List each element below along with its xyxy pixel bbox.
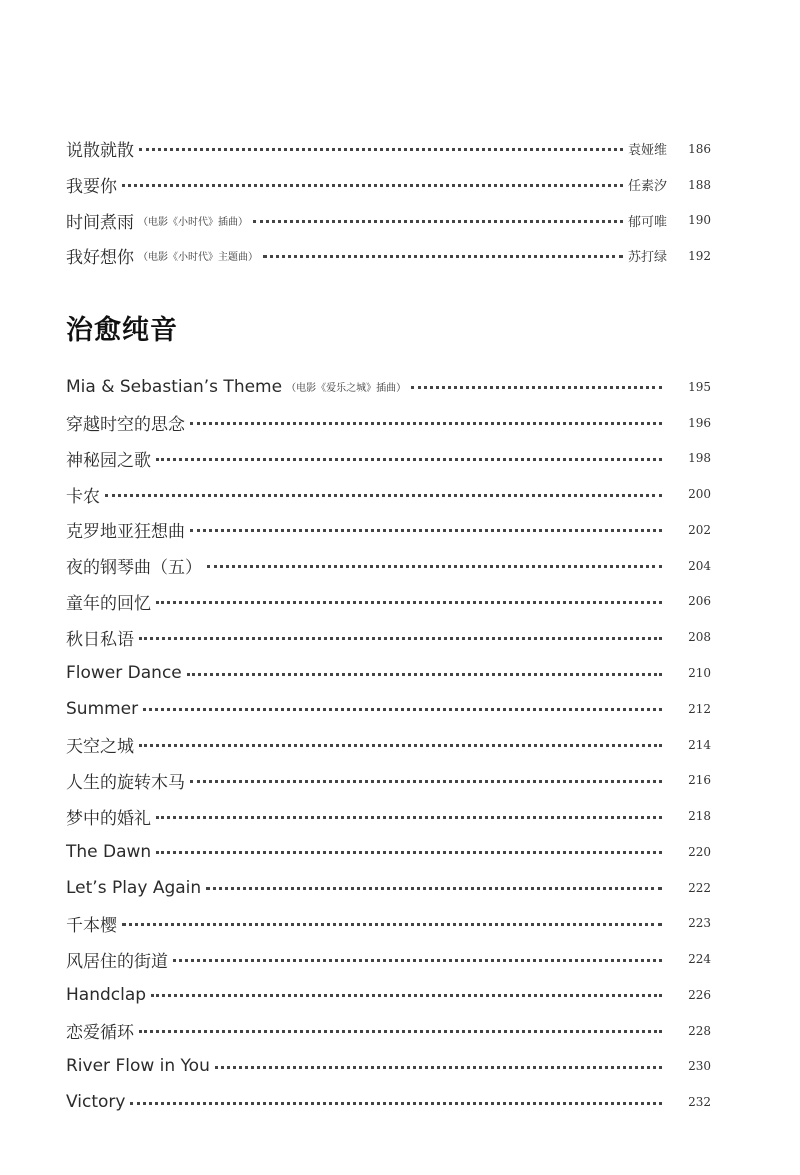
toc-entry[interactable] bbox=[66, 905, 711, 941]
toc-entry[interactable] bbox=[66, 131, 711, 167]
entry-title: 梦中的婚礼 bbox=[66, 808, 151, 829]
toc-entry[interactable] bbox=[66, 441, 711, 477]
dot-leader bbox=[156, 851, 662, 854]
entry-title: 天空之城 bbox=[66, 737, 134, 758]
entry-title: 我要你 bbox=[66, 177, 117, 198]
dot-leader bbox=[156, 816, 662, 819]
entry-title: 夜的钢琴曲（五） bbox=[66, 558, 202, 579]
dot-leader bbox=[190, 529, 662, 532]
dot-leader bbox=[122, 923, 662, 926]
entry-page-number: 186 bbox=[688, 141, 711, 156]
toc-entry[interactable] bbox=[66, 548, 711, 584]
dot-leader bbox=[190, 780, 662, 783]
entry-page-number: 226 bbox=[688, 987, 711, 1002]
dot-leader bbox=[215, 1066, 662, 1069]
entry-title: 神秘园之歌 bbox=[66, 450, 151, 471]
dot-leader bbox=[187, 673, 662, 676]
toc-section-songs bbox=[66, 131, 711, 274]
toc-entry[interactable] bbox=[66, 238, 711, 274]
entry-page-number: 202 bbox=[688, 522, 711, 537]
entry-title: Summer bbox=[66, 698, 139, 719]
entry-page-number: 192 bbox=[688, 248, 711, 263]
toc-entry[interactable] bbox=[66, 834, 711, 870]
entry-author: 苏打绿 bbox=[627, 250, 667, 266]
dot-leader bbox=[190, 422, 662, 425]
section-heading: 治愈纯音 bbox=[66, 315, 178, 346]
toc-entry[interactable] bbox=[66, 762, 711, 798]
entry-page-number: 198 bbox=[688, 451, 711, 466]
entry-page-number: 210 bbox=[688, 666, 711, 680]
entry-page-number: 208 bbox=[688, 630, 711, 645]
entry-title: 穿越时空的思念 bbox=[66, 415, 185, 436]
entry-page-number: 190 bbox=[688, 213, 711, 228]
dot-leader bbox=[173, 959, 662, 962]
toc-entry[interactable] bbox=[66, 727, 711, 763]
entry-page-number: 196 bbox=[688, 415, 711, 430]
toc-entry[interactable] bbox=[66, 512, 711, 548]
entry-note: （电影《小时代》主题曲） bbox=[138, 252, 258, 264]
entry-title: 说散就散 bbox=[66, 141, 134, 162]
entry-title: 恋爱循环 bbox=[66, 1023, 134, 1044]
entry-title: River Flow in You bbox=[66, 1056, 210, 1077]
entry-title: 时间煮雨 bbox=[66, 212, 134, 233]
dot-leader bbox=[130, 1102, 662, 1105]
entry-author: 郁可唯 bbox=[627, 214, 667, 230]
dot-leader bbox=[206, 887, 662, 890]
toc-entry[interactable] bbox=[66, 584, 711, 620]
entry-page-number: 204 bbox=[688, 558, 711, 573]
dot-leader bbox=[143, 708, 662, 711]
dot-leader bbox=[122, 184, 623, 187]
dot-leader bbox=[151, 994, 662, 997]
entry-page-number: 195 bbox=[688, 379, 711, 394]
toc-entry[interactable] bbox=[66, 798, 711, 834]
entry-title: Let’s Play Again bbox=[66, 877, 202, 898]
toc-entry[interactable] bbox=[66, 870, 711, 906]
entry-title: 秋日私语 bbox=[66, 629, 134, 650]
dot-leader bbox=[156, 601, 662, 604]
entry-title: 童年的回忆 bbox=[66, 593, 151, 614]
entry-page-number: 206 bbox=[688, 594, 711, 609]
entry-title: 风居住的街道 bbox=[66, 951, 168, 972]
entry-author: 任素汐 bbox=[627, 179, 667, 195]
entry-page-number: 224 bbox=[688, 952, 711, 967]
dot-leader bbox=[263, 255, 623, 258]
entry-page-number: 228 bbox=[688, 1023, 711, 1038]
entry-page-number: 214 bbox=[688, 737, 711, 752]
dot-leader bbox=[139, 744, 662, 747]
entry-author: 袁娅维 bbox=[627, 143, 667, 159]
toc-entry[interactable] bbox=[66, 619, 711, 655]
entry-page-number: 216 bbox=[688, 773, 711, 788]
entry-page-number: 223 bbox=[688, 916, 711, 931]
entry-page-number: 200 bbox=[688, 487, 711, 502]
dot-leader bbox=[253, 220, 623, 223]
entry-page-number: 222 bbox=[688, 880, 711, 895]
entry-title: 人生的旋转木马 bbox=[66, 772, 185, 793]
entry-page-number: 188 bbox=[688, 177, 711, 192]
entry-title: Mia & Sebastian’s Theme bbox=[66, 376, 283, 397]
dot-leader bbox=[105, 494, 662, 497]
toc-entry[interactable] bbox=[66, 1049, 711, 1085]
toc-entry[interactable] bbox=[66, 369, 711, 405]
entry-title: Victory bbox=[66, 1092, 126, 1113]
entry-page-number: 220 bbox=[688, 844, 711, 859]
dot-leader bbox=[207, 565, 662, 568]
entry-title: Flower Dance bbox=[66, 663, 182, 683]
entry-title: The Dawn bbox=[66, 841, 152, 862]
toc-entry[interactable] bbox=[66, 691, 711, 727]
toc-entry[interactable] bbox=[66, 655, 711, 691]
entry-page-number: 212 bbox=[688, 701, 711, 716]
entry-title: 卡农 bbox=[66, 486, 100, 507]
toc-entry[interactable] bbox=[66, 476, 711, 512]
dot-leader bbox=[139, 637, 662, 640]
toc-entry[interactable] bbox=[66, 202, 711, 238]
entry-page-number: 218 bbox=[688, 809, 711, 824]
toc-entry[interactable] bbox=[66, 941, 711, 977]
entry-page-number: 232 bbox=[688, 1095, 711, 1110]
toc-entry[interactable] bbox=[66, 1084, 711, 1120]
dot-leader bbox=[139, 148, 623, 151]
toc-section-pieces bbox=[66, 369, 711, 1120]
entry-title: 千本樱 bbox=[66, 915, 117, 936]
entry-note: （电影《小时代》插曲） bbox=[138, 216, 248, 228]
toc-entry[interactable] bbox=[66, 167, 711, 203]
dot-leader bbox=[156, 458, 662, 461]
entry-note: （电影《爱乐之城》插曲） bbox=[286, 383, 407, 395]
dot-leader bbox=[411, 386, 662, 389]
dot-leader bbox=[139, 1030, 662, 1033]
entry-title: 我好想你 bbox=[66, 248, 134, 269]
entry-title: 克罗地亚狂想曲 bbox=[66, 522, 185, 543]
toc-entry[interactable] bbox=[66, 1013, 711, 1049]
entry-title: Handclap bbox=[66, 984, 147, 1005]
toc-entry[interactable] bbox=[66, 405, 711, 441]
entry-page-number: 230 bbox=[688, 1059, 711, 1074]
toc-entry[interactable] bbox=[66, 977, 711, 1013]
